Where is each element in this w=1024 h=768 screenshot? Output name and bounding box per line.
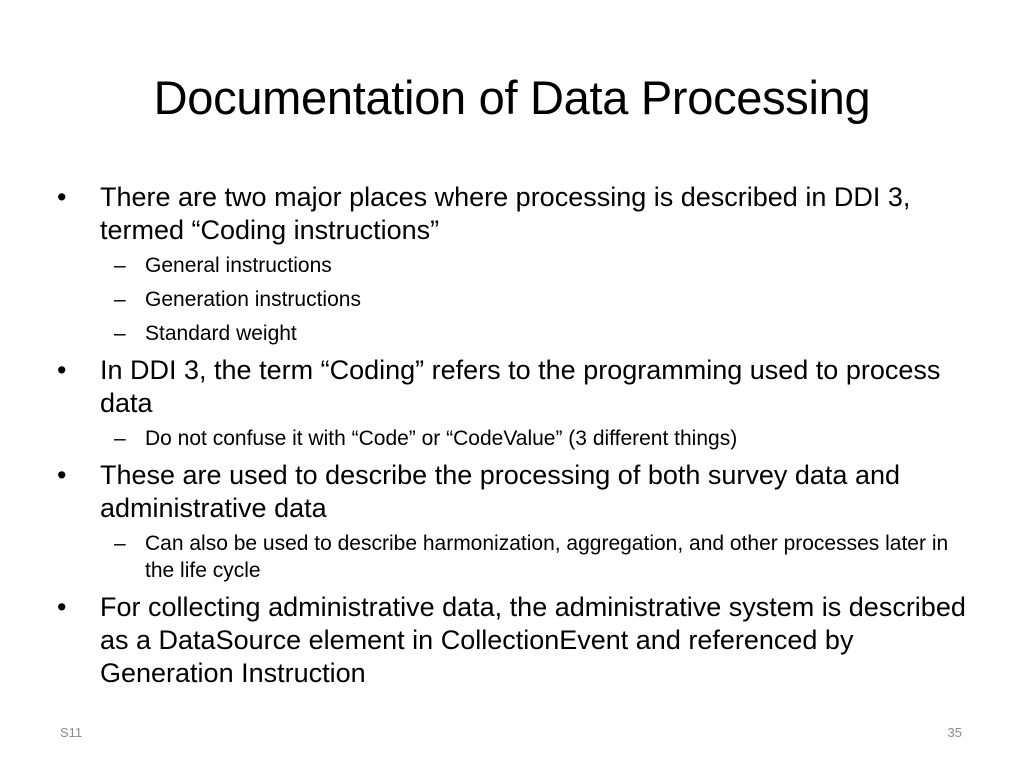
- bullet-item: [57, 459, 977, 525]
- footer-label: S11: [60, 725, 83, 740]
- bullet-item: [57, 591, 977, 690]
- sub-list: [57, 425, 977, 452]
- slide-title: Documentation of Data Processing: [153, 71, 871, 124]
- sub-text: Generation instructions: [145, 288, 361, 311]
- sub-item: [57, 286, 977, 313]
- bullet-marker: •: [57, 182, 67, 212]
- sub-list: [57, 530, 977, 584]
- bullet-text: For collecting administrative data, the administrative system is described as a DataSource element in CollectionEvent and referenced by Generation Instruction: [100, 592, 966, 688]
- bullet-text: In DDI 3, the term “Coding” refers to the programming used to process data: [100, 355, 941, 418]
- bullet-marker: •: [57, 460, 67, 490]
- sub-item: [57, 425, 977, 452]
- sub-text: General instructions: [145, 254, 332, 277]
- dash-marker: –: [114, 288, 126, 311]
- bullet-list: [57, 181, 977, 695]
- sub-item: [57, 252, 977, 279]
- bullet-text: These are used to describe the processing of both survey data and administrative data: [100, 460, 900, 523]
- bullet-marker: •: [57, 355, 67, 385]
- dash-marker: –: [114, 322, 126, 345]
- bullet-text: There are two major places where processing is described in DDI 3, termed “Coding instructions”: [100, 182, 911, 245]
- dash-marker: –: [114, 254, 126, 277]
- dash-marker: –: [114, 532, 126, 555]
- sub-item: [57, 320, 977, 347]
- bullet-item: [57, 354, 977, 420]
- slide-number: 35: [947, 725, 962, 740]
- sub-list: [57, 252, 977, 347]
- sub-text: Standard weight: [145, 322, 297, 345]
- sub-item: [57, 530, 977, 584]
- dash-marker: –: [114, 427, 126, 450]
- bullet-item: [57, 181, 977, 247]
- sub-text: Can also be used to describe harmonization, aggregation, and other processes later in the life cycle: [145, 532, 949, 582]
- bullet-marker: •: [57, 592, 67, 622]
- sub-text: Do not confuse it with “Code” or “CodeValue” (3 different things): [145, 427, 738, 450]
